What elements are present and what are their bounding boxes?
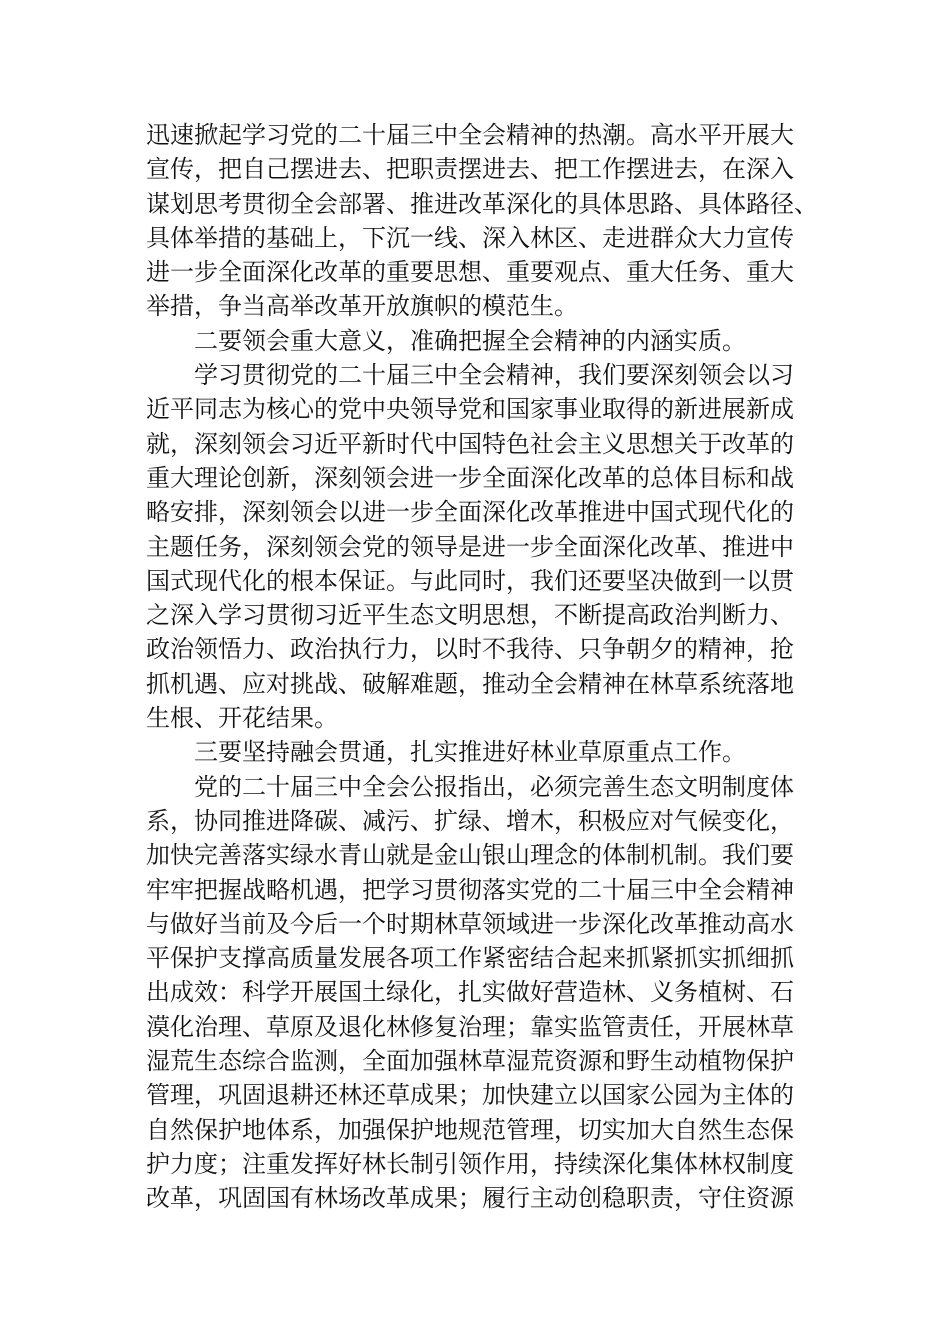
text-line: 三要坚持融会贯通，扎实推进好林业草原重点工作。	[194, 738, 746, 767]
text-line: 牢牢把握战略机遇，把学习贯彻落实党的二十届三中全会精神	[146, 875, 794, 904]
text-line: 迅速掀起学习党的二十届三中全会精神的热潮。高水平开展大	[146, 121, 794, 149]
text-line: 加快完善落实绿水青山就是金山银山理念的体制机制。我们要	[146, 841, 794, 870]
paragraph	[146, 770, 826, 1216]
text-line: 宣传，把自己摆进去、把职责摆进去、把工作摆进去，在深入	[146, 155, 794, 184]
text-line: 举措，争当高举改革开放旗帜的模范生。	[146, 292, 578, 321]
text-line: 管理，巩固退耕还林还草成果；加快建立以国家公园为主体的	[146, 1081, 794, 1110]
text-line: 谋划思考贯彻全会部署、推进改革深化的具体思路、具体路径、	[146, 189, 818, 218]
paragraph	[146, 358, 826, 735]
text-line: 重大理论创新，深刻领会进一步全面深化改革的总体目标和战	[146, 463, 794, 492]
paragraph	[146, 324, 826, 358]
text-line: 系，协同推进降碳、减污、扩绿、增木，积极应对气候变化，	[146, 806, 794, 835]
text-line: 学习贯彻党的二十届三中全会精神，我们要深刻领会以习	[194, 361, 794, 390]
text-line: 国式现代化的根本保证。与此同时，我们还要坚决做到一以贯	[146, 566, 794, 595]
text-line: 抓机遇、应对挑战、破解难题，推动全会精神在林草系统落地	[146, 669, 794, 698]
text-line: 略安排，深刻领会以进一步全面深化改革推进中国式现代化的	[146, 498, 794, 527]
paragraph	[146, 118, 826, 324]
text-line: 政治领悟力、政治执行力，以时不我待、只争朝夕的精神，抢	[146, 635, 794, 664]
text-line: 出成效：科学开展国土绿化，扎实做好营造林、义务植树、石	[146, 978, 794, 1007]
paragraph	[146, 735, 826, 769]
text-line: 平保护支撑高质量发展各项工作紧密结合起来抓紧抓实抓细抓	[146, 944, 794, 973]
document-body	[146, 118, 826, 1216]
text-line: 生根、开花结果。	[146, 704, 338, 733]
text-line: 改革，巩固国有林场改革成果；履行主动创稳职责，守住资源	[146, 1184, 794, 1213]
text-line: 之深入学习贯彻习近平生态文明思想，不断提高政治判断力、	[146, 601, 794, 630]
text-line: 二要领会重大意义，准确把握全会精神的内涵实质。	[194, 326, 746, 355]
text-line: 进一步全面深化改革的重要思想、重要观点、重大任务、重大	[146, 258, 794, 287]
text-line: 党的二十届三中全会公报指出，必须完善生态文明制度体	[194, 772, 794, 801]
text-line: 漠化治理、草原及退化林修复治理；靠实监管责任，开展林草	[146, 1012, 794, 1041]
text-line: 自然保护地体系，加强保护地规范管理，切实加大自然生态保	[146, 1115, 794, 1144]
text-line: 湿荒生态综合监测，全面加强林草湿荒资源和野生动植物保护	[146, 1047, 794, 1076]
text-line: 护力度；注重发挥好林长制引领作用，持续深化集体林权制度	[146, 1149, 794, 1178]
text-line: 近平同志为核心的党中央领导党和国家事业取得的新进展新成	[146, 395, 794, 424]
text-line: 与做好当前及今后一个时期林草领域进一步深化改革推动高水	[146, 909, 794, 938]
text-line: 就，深刻领会习近平新时代中国特色社会主义思想关于改革的	[146, 429, 794, 458]
text-line: 具体举措的基础上，下沉一线、深入林区、走进群众大力宣传	[146, 223, 794, 252]
text-line: 主题任务，深刻领会党的领导是进一步全面深化改革、推进中	[146, 532, 794, 561]
